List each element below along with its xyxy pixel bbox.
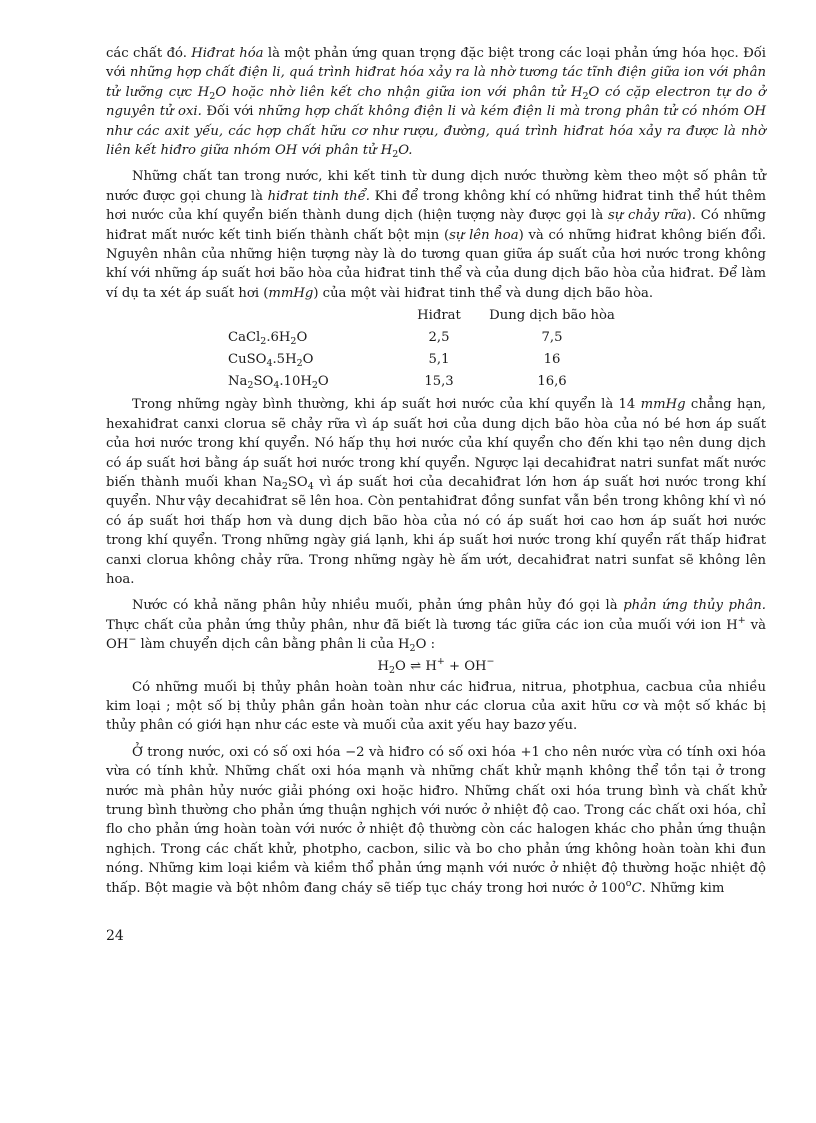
solution-value: 16,6 bbox=[537, 374, 567, 390]
paragraph-crystal-hydrates: Những chất tan trong nước, khi kết tinh từ dung dịch nước thường kèm theo một số phân tử nước được gọi chung là hiđrat tinh thể. Khi để trong không khí có những hiđrat tinh thể hút thêm hơi nước của khí quyển biến thành dung dịch (hiện tượng này được gọi là sự chảy rữa). Có những hiđrat mất nước kết tinh biến thành chất bột mịn (sự lên hoa) và có những hiđrat không biến đổi. Nguyên nhân của những hiện tượng này là do tương quan giữa áp suất của hơi nước trong không khí với những áp suất hơi bão hòa của hiđrat tinh thể và của dung dịch bão hòa của hiđrat. Để làm ví dụ ta xét áp suất hơi (mmHg) của một vài hiđrat tinh thể và dung dịch bão hòa. bbox=[106, 169, 766, 301]
formula-cell: $Na_2SO_4.10H_2O$ bbox=[228, 374, 329, 392]
page-number: 24 bbox=[106, 928, 124, 944]
hydrate-value: 5,1 bbox=[428, 352, 450, 368]
header-hydrate: Hiđrat bbox=[417, 308, 461, 324]
solution-value: 16 bbox=[543, 352, 561, 368]
formula-cell: $CaCl_2.6H_2O$ bbox=[228, 330, 308, 348]
solution-value: 7,5 bbox=[541, 330, 563, 346]
paragraph-salt-hydrolysis: Có những muối bị thủy phân hoàn toàn như các hiđrua, nitrua, photphua, cacbua của nhiều kim loại ; một số bị thủy phân gần hoàn toàn như các clorua của axit hữu cơ và một số khác bị thủy phân có giới hạn như các este và muối của axit yếu hay bazơ yếu. bbox=[106, 679, 766, 734]
hydrate-value: 15,3 bbox=[424, 374, 454, 390]
paragraph-deliquescence: Trong những ngày bình thường, khi áp suất hơi nước của khí quyển là 14 mmHg chẳng hạn, hexahiđrat canxi clorua sẽ chảy rữa vì áp suất hơi của dung dịch bão hòa của nó bé hơn áp suất của hơi nước trong khí quyển. Nó hấp thụ hơi nước của khí quyển cho đến khi tạo nên dung dịch có áp suất hơi bằng áp suất hơi nước trong khí quyển. Ngược lại decahiđrat natri sunfat mất nước biến thành muối khan $Na_2SO_4$ vì áp suất hơi của decahiđrat lớn hơn áp suất hơi nước trong khí quyển. Như vậy decahiđrat sẽ lên hoa. Còn pentahiđrat đồng sunfat vẫn bền trong không khí vì nó có áp suất hơi thấp hơn và dung dịch bão hòa của nó có áp suất hơi cao hơn áp suất hơi nước trong khí quyển. Trong những ngày giá lạnh, khi áp suất hơi nước trong khí quyển rất thấp hiđrat canxi clorua không chảy rữa. Trong những ngày hè ấm ướt, decahiđrat natri sunfat sẽ không lên hoa. bbox=[106, 397, 766, 587]
vapor-pressure-table bbox=[228, 305, 626, 393]
header-saturated-solution: Dung dịch bão hòa bbox=[489, 308, 615, 324]
table-row bbox=[228, 349, 626, 371]
table-row bbox=[228, 327, 626, 349]
equilibrium-arrow-icon: ⇌ bbox=[410, 658, 422, 674]
paragraph-hydrolysis: Nước có khả năng phân hủy nhiều muối, phản ứng phân hủy đó gọi là phản ứng thủy phân. Thực chất của phản ứng thủy phân, như đã biết là tương tác giữa các ion của muối với ion H+ và OH− làm chuyển dịch cân bằng phân li của $H_2O$ : bbox=[106, 598, 766, 655]
page-content bbox=[106, 44, 766, 898]
hydrate-value: 2,5 bbox=[428, 330, 450, 346]
table-row bbox=[228, 371, 626, 393]
water-dissociation-equation: $H_2O$ ⇌ H+ + OH− bbox=[377, 655, 495, 676]
paragraph-hydration: các chất đó. Hiđrat hóa là một phản ứng quan trọng đặc biệt trong các loại phản ứng hóa học. Đối với những hợp chất điện li, quá trình hiđrat hóa xảy ra là nhờ tương tác tĩnh điện giữa ion với phân tử lưỡng cực $H_2O$ hoặc nhờ liên kết cho nhận giữa ion với phân tử $H_2O$ có cặp electron tự do ở nguyên tử oxi. Đối với những hợp chất không điện li và kém điện li mà trong phân tử có nhóm OH như các axit yếu, các hợp chất hữu cơ như rượu, đường, quá trình hiđrat hóa xảy ra được là nhờ liên kết hiđro giữa nhóm OH với phân tử $H_2O$. bbox=[106, 46, 766, 161]
formula-cell: $CuSO_4.5H_2O$ bbox=[228, 352, 314, 370]
table-header-row bbox=[228, 305, 626, 327]
paragraph-redox: Ở trong nước, oxi có số oxi hóa −2 và hiđro có số oxi hóa +1 cho nên nước vừa có tính oxi hóa vừa có tính khử. Những chất oxi hóa mạnh và những chất khử mạnh không thể tồn tại ở trong nước mà phân hủy nước giải phóng oxi hoặc hiđro. Những chất oxi hóa trung bình và chất khử trung bình thường cho phản ứng thuận nghịch với nước ở nhiệt độ cao. Trong các chất oxi hóa, chỉ flo cho phản ứng hoàn toàn với nước ở nhiệt độ thường còn các halogen khác cho phản ứng thuận nghịch. Trong các chất khử, photpho, cacbon, silic và bo cho phản ứng không hoàn toàn khi đun nóng. Những kim loại kiềm và kiềm thổ phản ứng mạnh với nước ở nhiệt độ thường hoặc nhiệt độ thấp. Bột magie và bột nhôm đang cháy sẽ tiếp tục cháy trong hơi nước ở 100$^o$C. Những kim bbox=[106, 744, 766, 896]
